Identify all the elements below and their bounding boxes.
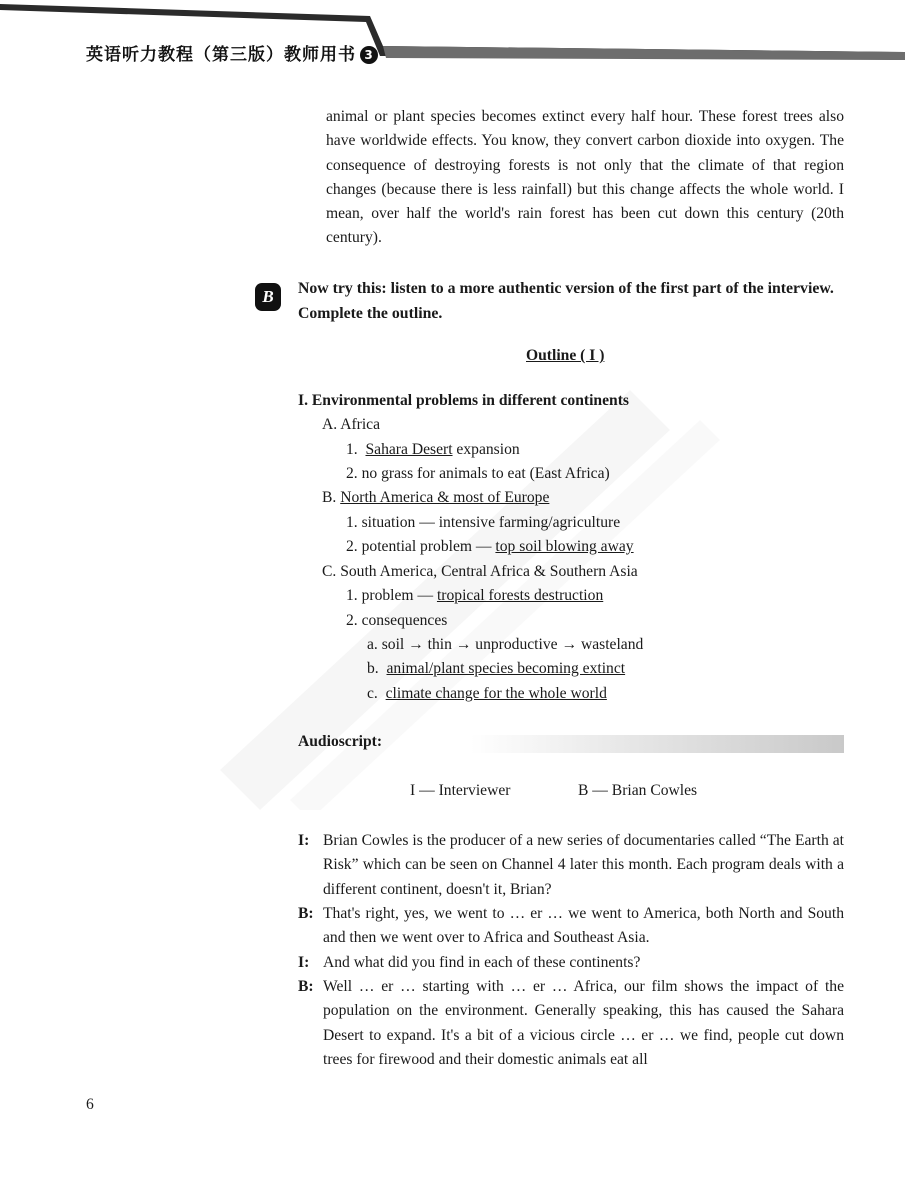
outline-item-b: [322, 488, 549, 508]
answer-b2: top soil blowing away: [495, 538, 634, 555]
outline-item-b1: 1. situation — intensive farming/agriculture: [346, 514, 621, 531]
outline-item-cb: [367, 659, 625, 679]
header-title: 英语听力教程（第三版）教师用书 3: [86, 40, 378, 65]
outline-item-a1: [346, 440, 520, 460]
dialogue-line: [298, 975, 844, 1072]
answer-b: North America & most of Europe: [340, 489, 550, 506]
item-prefix: 1. problem —: [346, 587, 437, 604]
outline-item-cc: [367, 684, 607, 704]
item-number: 1.: [346, 441, 358, 458]
dialogue-text: That's right, yes, we went to … er … we went to America, both North and South and then we went over to Africa and Southeast Asia.: [323, 905, 844, 947]
dialogue-line: [298, 829, 844, 902]
outline-item-a2: 2. no grass for animals to eat (East Africa): [346, 465, 610, 482]
speaker-tag: B:: [298, 905, 314, 922]
volume-badge: 3: [360, 46, 378, 64]
speaker-brian: B — Brian Cowles: [578, 782, 698, 799]
speaker-interviewer: I — Interviewer: [410, 782, 511, 799]
page-number: 6: [86, 1096, 94, 1113]
item-label: c.: [367, 685, 378, 702]
dialogue-line: [298, 902, 844, 951]
outline-item-c2: 2. consequences: [346, 612, 448, 629]
speaker-tag: B:: [298, 978, 314, 995]
item-rest: expansion: [452, 441, 520, 458]
item-prefix: 2. potential problem —: [346, 538, 496, 555]
top-paragraph: animal or plant species becomes extinct every half hour. These forest trees also have worldwide effects. You know, they convert carbon dioxide into oxygen. The consequence of destroying forests is not only that the climate of that region changes (because there is less rainfall) but this change affects the whole world. I mean, over half the world's rain forest has been cut down this century (20th century).: [326, 108, 844, 247]
answer-cb: animal/plant species becoming extinct: [386, 660, 626, 677]
dialogue-text: Well … er … starting with … er … Africa, our film shows the impact of the population on the environment. Generally speaking, this has caused the Sahara Desert to expand. It's a bit of a vicious circle … er … we find, people cut down trees for firewood and their domestic animals eat all: [323, 978, 844, 1068]
speaker-tag: I:: [298, 832, 310, 849]
answer-c1: tropical forests destruction: [436, 587, 604, 604]
section-b-badge: B: [255, 283, 281, 311]
answer-a1: Sahara Desert: [365, 441, 453, 458]
outline-heading: I. Environmental problems in different continents: [298, 392, 629, 409]
dialogue-line: [298, 951, 844, 975]
section-b-instruction: Now try this: listen to a more authentic version of the first part of the interview. Complete the outline.: [298, 280, 834, 322]
outline-item-c: C. South America, Central Africa & Southern Asia: [322, 563, 638, 580]
dialogue-text: And what did you find in each of these continents?: [323, 954, 641, 971]
speaker-tag: I:: [298, 954, 310, 971]
outline-item-c1: [346, 586, 603, 606]
outline-title: Outline ( I ): [526, 347, 605, 364]
dialogue-text: Brian Cowles is the producer of a new series of documentaries called “The Earth at Risk” which can be seen on Channel 4 later this month. Each program deals with a different continent, doesn't it, Brian?: [323, 832, 844, 898]
answer-cc: climate change for the whole world: [385, 685, 607, 702]
outline-item-ca: a. soil → thin → unproductive → wasteland: [367, 636, 644, 653]
item-label: b.: [367, 660, 379, 677]
outline-item-b2: [346, 537, 634, 557]
audioscript-bar: [470, 735, 844, 753]
item-label: B.: [322, 489, 337, 506]
outline-item-a: A. Africa: [322, 416, 381, 433]
audioscript-label: Audioscript:: [298, 733, 383, 750]
